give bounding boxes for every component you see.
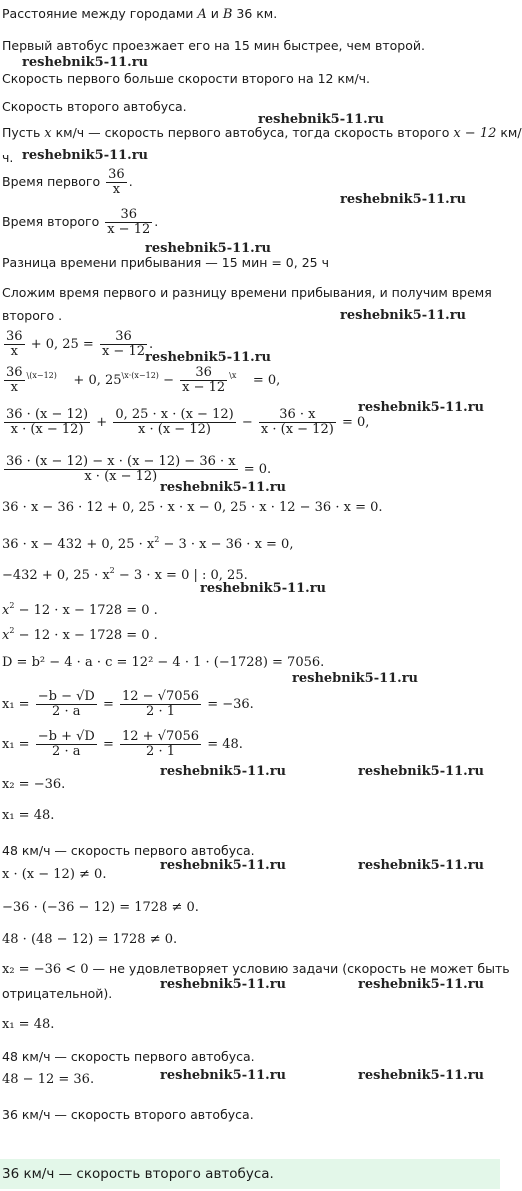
var-x: x [44, 126, 52, 141]
watermark: reshebnik5-11.ru [160, 858, 287, 873]
time-second: Время второго $\frac{36}{x - 12}$ . [2, 207, 159, 237]
watermark: reshebnik5-11.ru [160, 977, 287, 992]
equation: $x^2 - 12 \cdot x - 1728 = 0$ . [2, 601, 158, 618]
expr: x₂ = −36 < 0 [2, 962, 89, 977]
discriminant: D = b² − 4 · a · c = 12² − 4 · 1 · (−1728) = 7056. [2, 655, 325, 670]
watermark: reshebnik5-11.ru [292, 671, 419, 686]
op: = 0. [243, 462, 272, 477]
fraction [120, 730, 201, 759]
denominator: x [4, 344, 25, 359]
var: x [2, 603, 10, 618]
watermark: reshebnik5-11.ru [200, 581, 327, 596]
assumption-line [2, 125, 522, 142]
denominator: x · (x − 12) [113, 422, 235, 437]
expr: 36 · x − 432 + 0, 25 · x [2, 537, 155, 552]
watermark: reshebnik5-11.ru [258, 112, 385, 127]
lhs: x₁ = [2, 697, 30, 712]
root-formula [2, 690, 254, 719]
fraction [4, 330, 25, 359]
text: и [206, 6, 223, 21]
watermark: reshebnik5-11.ru [160, 1068, 287, 1083]
equation [2, 408, 369, 437]
op: + [96, 415, 108, 430]
fraction [113, 408, 235, 437]
text: Расстояние между городами [2, 6, 198, 21]
final-answer: 36 км/ч — скорость второго автобуса. [2, 1166, 274, 1182]
expr: − 12 · x − 1728 = 0 . [14, 628, 158, 643]
numerator: 36 [195, 365, 212, 380]
watermark: reshebnik5-11.ru [358, 400, 485, 415]
label: Время второго [2, 214, 100, 229]
numerator: −b + √D [37, 729, 95, 744]
denominator: x · (x − 12) [4, 422, 90, 437]
op: − [241, 415, 253, 430]
root-formula [2, 730, 243, 759]
city-a: A [197, 7, 207, 22]
label: Время первого [2, 174, 101, 189]
denominator: 2 · a [36, 744, 97, 759]
equation: 36 · x − 36 · 12 + 0, 25 · x · x − 0, 25 · x · 12 − 36 · x = 0. [2, 500, 383, 515]
fraction [4, 366, 25, 395]
fraction [100, 330, 147, 359]
numerator: −b − √D [37, 689, 95, 704]
expr: −432 + 0, 25 · x [2, 568, 110, 583]
time-first: Время первого $\frac{36}{x}$ . [2, 167, 133, 197]
denominator: x · (x − 12) [260, 422, 334, 437]
numerator: 36 · (x − 12) − x · (x − 12) − 36 · x [6, 454, 236, 469]
fraction [106, 168, 127, 197]
multiplier: \x·(x−12) [121, 371, 159, 380]
equation: −432 + 0, $25 \cdot x^2 - 3 \cdot x = 0$ | : 0, 25. [2, 566, 248, 583]
op: − [163, 373, 174, 388]
numerator: 12 − √7056 [121, 689, 200, 704]
numerator: 36 [6, 365, 23, 380]
reject-line [2, 961, 510, 978]
expr: − 3 · x = 0 | : 0, 25. [114, 568, 248, 583]
var: x [2, 628, 10, 643]
text: — не удовлетворяет условию задачи (скорость не может быть [88, 961, 510, 976]
denominator: x − 12 [101, 344, 145, 359]
op: + 0, 25 [73, 373, 122, 388]
numerator: 36 · x [279, 407, 316, 422]
root-value: x₁ = 48. [2, 1017, 55, 1032]
expr: x − 12 [453, 126, 497, 141]
numerator: 36 [6, 329, 23, 344]
text: 36 км. [232, 6, 278, 21]
expr: − 3 · x − 36 · x = 0, [159, 537, 294, 552]
op: = [102, 697, 114, 712]
denominator: 2 · 1 [120, 704, 201, 719]
numerator: 0, 25 · x · (x − 12) [115, 407, 234, 422]
watermark: reshebnik5-11.ru [358, 764, 485, 779]
op: = 0, [341, 415, 370, 430]
watermark: reshebnik5-11.ru [358, 858, 485, 873]
equation: 36 · x − 432 + 0, $25 \cdot x^2 - 3 \cdot x - 36 \cdot x = 0$, [2, 535, 294, 552]
problem-statement [2, 6, 277, 23]
sum-line: Сложим время первого и разницу времени прибывания, и получим время [2, 285, 492, 300]
condition-line: Первый автобус проезжает его на 15 мин быстрее, чем второй. [2, 38, 425, 53]
calc-line: 48 − 12 = 36. [2, 1072, 95, 1087]
numerator: 36 · (x − 12) [6, 407, 89, 422]
equation: $x^2 - 12 \cdot x - 1728 = 0$ . [2, 626, 158, 643]
op: = 0, [252, 373, 281, 388]
answer-line: 48 км/ч — скорость первого автобуса. [2, 1049, 255, 1064]
question-line: Скорость второго автобуса. [2, 99, 187, 114]
numerator: 12 + √7056 [121, 729, 200, 744]
text: Пусть [2, 125, 45, 140]
watermark: reshebnik5-11.ru [358, 1068, 485, 1083]
lhs: x₁ = [2, 737, 30, 752]
root-value: x₂ = −36. [2, 777, 66, 792]
fraction [120, 690, 201, 719]
answer-line: 36 км/ч — скорость второго автобуса. [2, 1107, 254, 1122]
watermark: reshebnik5-11.ru [358, 977, 485, 992]
fraction [180, 366, 227, 395]
denominator: x [4, 380, 25, 395]
result: = −36. [207, 697, 254, 712]
fraction [36, 690, 97, 719]
op: + 0, 25 = [30, 337, 94, 352]
op: = [102, 737, 114, 752]
reject-line: отрицательной). [2, 986, 113, 1001]
watermark: reshebnik5-11.ru [145, 241, 272, 256]
denominator: x − 12 [107, 222, 151, 237]
condition-line: Скорость первого больше скорости второго на 12 км/ч. [2, 71, 371, 86]
text: км/ч — скорость первого автобуса, тогда скорость второго [51, 125, 454, 140]
check-line: x · (x − 12) ≠ 0. [2, 867, 107, 882]
denominator: 2 · 1 [120, 744, 201, 759]
watermark: reshebnik5-11.ru [145, 350, 272, 365]
denominator: x − 12 [182, 380, 226, 395]
denominator: x · (x − 12) [4, 469, 238, 484]
multiplier: \(x−12) [26, 371, 57, 380]
watermark: reshebnik5-11.ru [160, 480, 287, 495]
text: км/ [496, 125, 522, 140]
difference-line: Разница времени прибывания — 15 мин = 0, 25 ч [2, 255, 329, 270]
fraction [105, 208, 152, 237]
equation: $\frac{36}{x}$ + 0, 25 = $\frac{36}{x - 12}$ . [6, 329, 154, 359]
assumption-cont: ч. [2, 150, 14, 165]
watermark: reshebnik5-11.ru [22, 55, 149, 70]
fraction [36, 730, 97, 759]
result: = 48. [207, 737, 243, 752]
watermark: reshebnik5-11.ru [340, 192, 467, 207]
root-value: x₁ = 48. [2, 808, 55, 823]
denominator: 2 · a [36, 704, 97, 719]
sum-line: второго . [2, 308, 63, 323]
check-line: −36 · (−36 − 12) = 1728 ≠ 0. [2, 900, 199, 915]
check-line: 48 · (48 − 12) = 1728 ≠ 0. [2, 932, 178, 947]
fraction [4, 408, 90, 437]
watermark: reshebnik5-11.ru [160, 764, 287, 779]
numerator: 36 [120, 207, 137, 222]
multiplier: \x [229, 371, 237, 380]
fraction [259, 408, 336, 437]
city-b: B [222, 7, 233, 22]
numerator: 36 [108, 167, 125, 182]
answer-line: 48 км/ч — скорость первого автобуса. [2, 843, 255, 858]
expr: − 12 · x − 1728 = 0 . [14, 603, 158, 618]
numerator: 36 [115, 329, 132, 344]
denominator: x [106, 182, 127, 197]
watermark: reshebnik5-11.ru [22, 148, 149, 163]
watermark: reshebnik5-11.ru [340, 308, 467, 323]
equation [2, 366, 280, 395]
